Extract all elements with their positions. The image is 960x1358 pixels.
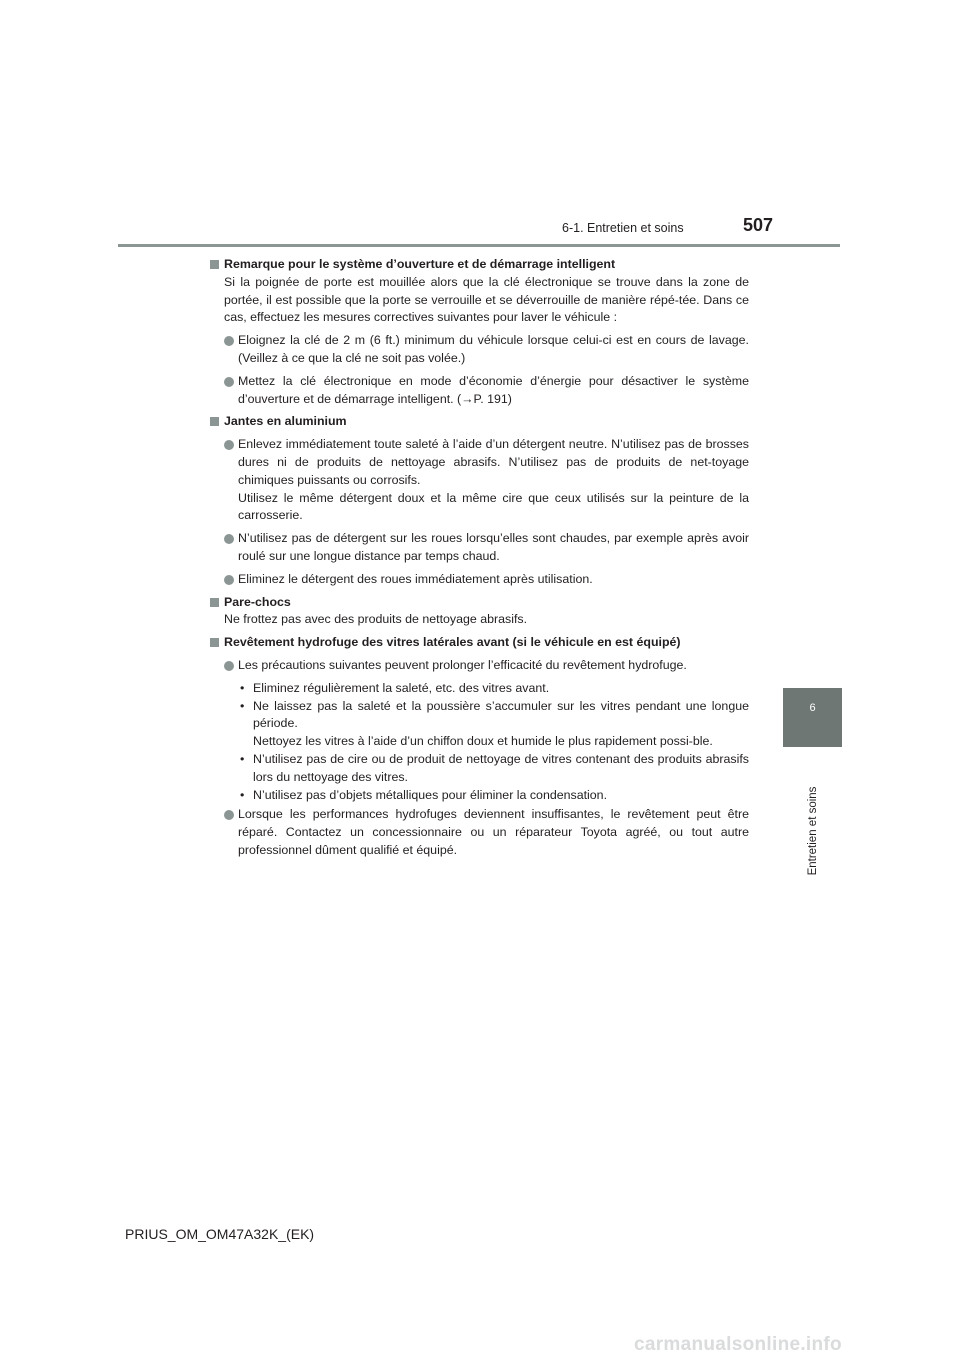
- circle-bullet-icon: [224, 575, 234, 585]
- sub-item-text: Eliminez régulièrement la saleté, etc. des vitres avant.: [253, 680, 550, 695]
- watermark: carmanualsonline.info: [634, 1334, 842, 1355]
- section-title: 6-1. Entretien et soins: [562, 221, 684, 235]
- circle-bullet-icon: [224, 336, 234, 346]
- bullet-text: Enlevez immédiatement toute saleté à l’aide d’un détergent neutre. N’utilisez pas de brosses dures ni de produits de nettoyage abrasifs. N’utilisez pas de produits de net-toyage chimiques puissants ou corrosifs.: [238, 437, 749, 487]
- bullet-text: N’utilisez pas de détergent sur les roues lorsqu’elles sont chaudes, par exemple après avoir roulé sur une longue distance par temps chaud.: [238, 531, 749, 563]
- sub-item: [209, 698, 749, 751]
- page-number: 507: [743, 215, 774, 235]
- bullet-text: Mettez la clé électronique en mode d’économie d’énergie pour désactiver le système d’ouverture et de démarrage intelligent. (→P. 191): [238, 373, 749, 406]
- circle-bullet-icon: [224, 377, 234, 387]
- sub-item-text: Ne laissez pas la saleté et la poussière s’accumuler sur les vitres pendant une longue période.: [253, 698, 749, 731]
- chapter-label: [806, 756, 820, 906]
- circle-bullet-icon: [224, 661, 234, 671]
- chapter-label-text: Entretien et soins: [807, 786, 819, 876]
- paragraph: Si la poignée de porte est mouillée alors que la clé électronique se trouve dans la zone de portée, il est possible que la porte se verrouille et se déverrouille de manière répé-tée. Dans ce cas, effectuez les mesures correctives suivantes pour laver le véhicule :: [224, 274, 749, 325]
- bullet-item: [209, 806, 749, 859]
- chapter-tab: 6: [783, 688, 842, 747]
- dot-marker: •: [240, 698, 245, 713]
- heading-aluminium-wheels: [209, 413, 749, 431]
- square-bullet-icon: [210, 260, 219, 269]
- paragraph: Ne frottez pas avec des produits de nettoyage abrasifs.: [224, 612, 528, 627]
- dot-marker: •: [240, 751, 245, 766]
- dot-marker: •: [240, 787, 245, 802]
- circle-bullet-icon: [224, 440, 234, 450]
- dot-marker: •: [240, 680, 245, 695]
- sub-item-text: N’utilisez pas d’objets métalliques pour éliminer la condensation.: [253, 787, 608, 802]
- heading-text: Jantes en aluminium: [224, 414, 347, 429]
- square-bullet-icon: [210, 598, 219, 607]
- bullet-item: [209, 436, 749, 525]
- heading-text: Pare-chocs: [224, 594, 291, 609]
- bullet-item: [209, 332, 749, 368]
- header-divider: [118, 244, 840, 247]
- circle-bullet-icon: [224, 534, 234, 544]
- bullet-text: Lorsque les performances hydrofuges deviennent insuffisantes, le revêtement peut être réparé. Contactez un concessionnaire ou un réparateur Toyota agréé, ou tout autre professionnel dûment qualifié et équipé.: [238, 807, 749, 857]
- bullet-item: [209, 530, 749, 566]
- sub-item: [209, 751, 749, 787]
- bullet-item: [209, 373, 749, 409]
- sub-item: [209, 680, 749, 698]
- square-bullet-icon: [210, 638, 219, 647]
- heading-water-repellent-coating: [209, 634, 749, 652]
- sub-item: [209, 787, 749, 805]
- heading-text: Remarque pour le système d’ouverture et de démarrage intelligent: [224, 257, 616, 271]
- bullet-text: Eloignez la clé de 2 m (6 ft.) minimum du véhicule lorsque celui-ci est en cours de lavage. (Veillez à ce que la clé ne soit pas volée.): [238, 333, 749, 365]
- page-content: [209, 256, 749, 860]
- sub-item-text: N’utilisez pas de cire ou de produit de nettoyage de vitres contenant des produits abrasifs lors du nettoyage des vitres.: [253, 751, 749, 784]
- sub-item-text: Nettoyez les vitres à l’aide d’un chiffon doux et humide le plus rapidement possi-ble.: [253, 734, 713, 749]
- square-bullet-icon: [210, 417, 219, 426]
- document-code: PRIUS_OM_OM47A32K_(EK): [125, 1226, 315, 1242]
- heading-smart-entry: [209, 256, 749, 274]
- bullet-text: Utilisez le même détergent doux et la même cire que ceux utilisés sur la peinture de la carrosserie.: [238, 490, 749, 523]
- circle-bullet-icon: [224, 810, 234, 820]
- bullet-item: [209, 657, 749, 675]
- bullet-item: [209, 571, 749, 589]
- heading-text: Revêtement hydrofuge des vitres latérales avant (si le véhicule en est équipé): [224, 635, 681, 650]
- heading-bumpers: [209, 594, 749, 612]
- bullet-text: Les précautions suivantes peuvent prolonger l’efficacité du revêtement hydrofuge.: [238, 657, 687, 672]
- bullet-text: Eliminez le détergent des roues immédiatement après utilisation.: [238, 571, 593, 586]
